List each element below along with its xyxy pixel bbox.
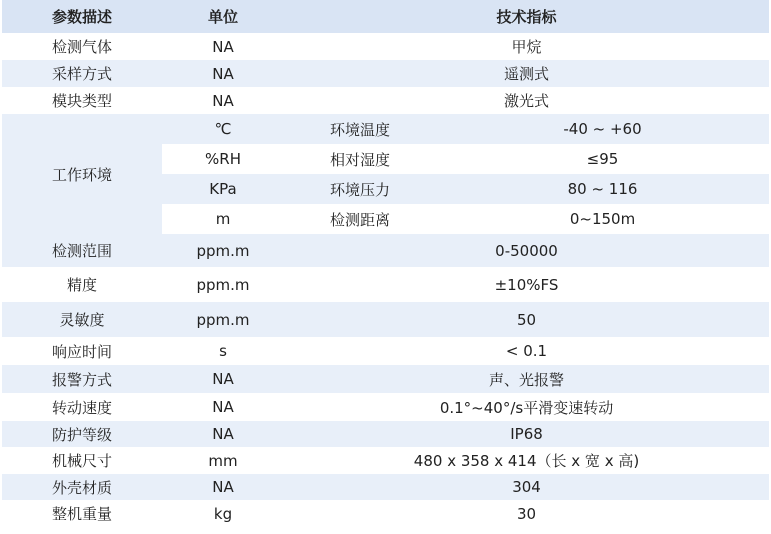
table-header-row	[2, 0, 769, 33]
table-row	[2, 60, 769, 87]
unit-cell: NA	[162, 60, 284, 87]
table-row	[2, 234, 769, 267]
label-cell: 环境压力	[284, 174, 436, 204]
unit-cell: m	[162, 204, 284, 234]
param-cell: 工作环境	[2, 114, 162, 234]
value-cell: 80 ~ 116	[436, 174, 769, 204]
table-row	[2, 365, 769, 393]
table-row	[2, 393, 769, 421]
param-cell: 检测范围	[2, 234, 162, 267]
header-unit: 单位	[162, 0, 284, 33]
table-row	[2, 421, 769, 447]
table-row	[2, 87, 769, 114]
value-cell: -40 ~ +60	[436, 114, 769, 144]
unit-cell: KPa	[162, 174, 284, 204]
unit-cell: NA	[162, 33, 284, 60]
param-cell: 精度	[2, 267, 162, 302]
unit-cell: NA	[162, 365, 284, 393]
label-cell: 相对湿度	[284, 144, 436, 174]
value-cell: ±10%FS	[284, 267, 769, 302]
param-cell: 响应时间	[2, 337, 162, 365]
param-cell: 整机重量	[2, 500, 162, 527]
spec-table	[2, 0, 769, 527]
unit-cell: mm	[162, 447, 284, 474]
unit-cell: s	[162, 337, 284, 365]
param-cell: 采样方式	[2, 60, 162, 87]
unit-cell: %RH	[162, 144, 284, 174]
value-cell: < 0.1	[284, 337, 769, 365]
value-cell: ≤95	[436, 144, 769, 174]
header-param: 参数描述	[2, 0, 162, 33]
table-row	[2, 337, 769, 365]
label-cell: 检测距离	[284, 204, 436, 234]
param-cell: 模块类型	[2, 87, 162, 114]
param-cell: 转动速度	[2, 393, 162, 421]
param-cell: 外壳材质	[2, 474, 162, 500]
unit-cell: NA	[162, 421, 284, 447]
param-cell: 防护等级	[2, 421, 162, 447]
table-row	[2, 500, 769, 527]
label-cell: 环境温度	[284, 114, 436, 144]
value-cell: 激光式	[284, 87, 769, 114]
unit-cell: NA	[162, 474, 284, 500]
value-cell: 0-50000	[284, 234, 769, 267]
value-cell: 遥测式	[284, 60, 769, 87]
value-cell: 甲烷	[284, 33, 769, 60]
table-row	[2, 33, 769, 60]
value-cell: IP68	[284, 421, 769, 447]
unit-cell: kg	[162, 500, 284, 527]
param-cell: 检测气体	[2, 33, 162, 60]
value-cell: 304	[284, 474, 769, 500]
param-cell: 灵敏度	[2, 302, 162, 337]
value-cell: 50	[284, 302, 769, 337]
param-cell: 机械尺寸	[2, 447, 162, 474]
unit-cell: NA	[162, 87, 284, 114]
unit-cell: ppm.m	[162, 234, 284, 267]
unit-cell: ℃	[162, 114, 284, 144]
value-cell: 0~150m	[436, 204, 769, 234]
table-row	[2, 474, 769, 500]
table-row	[2, 114, 769, 144]
table-row	[2, 267, 769, 302]
header-spec: 技术指标	[284, 0, 769, 33]
unit-cell: NA	[162, 393, 284, 421]
table-row	[2, 302, 769, 337]
value-cell: 声、光报警	[284, 365, 769, 393]
unit-cell: ppm.m	[162, 267, 284, 302]
param-cell: 报警方式	[2, 365, 162, 393]
table-row	[2, 447, 769, 474]
unit-cell: ppm.m	[162, 302, 284, 337]
value-cell: 480 x 358 x 414（长 x 宽 x 高)	[284, 447, 769, 474]
value-cell: 30	[284, 500, 769, 527]
value-cell: 0.1°~40°/s平滑变速转动	[284, 393, 769, 421]
